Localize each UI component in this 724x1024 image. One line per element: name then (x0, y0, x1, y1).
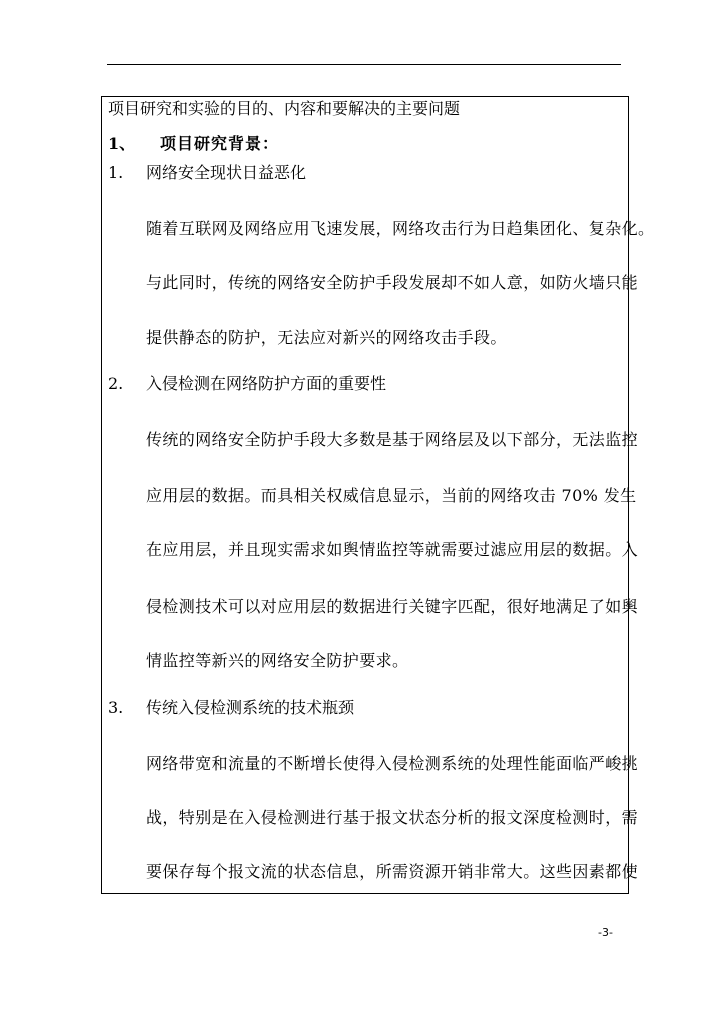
item-2-line-2: 应用层的数据。而具相关权威信息显示，当前的网络攻击 70% 发生 (146, 486, 637, 505)
table-heading: 项目研究和实验的目的、内容和要解决的主要问题 (108, 99, 461, 118)
section-number: 1、 (108, 134, 136, 153)
item-3-line-1: 网络带宽和流量的不断增长使得入侵检测系统的处理性能面临严峻挑 (146, 754, 639, 773)
item-1-line-1: 随着互联网及网络应用飞速发展，网络攻击行为日趋集团化、复杂化。 (146, 219, 655, 238)
item-1-number: 1. (108, 163, 124, 182)
item-1-line-3: 提供静态的防护，无法应对新兴的网络攻击手段。 (146, 328, 507, 347)
item-2-title: 入侵检测在网络防护方面的重要性 (146, 374, 387, 393)
item-2-line-5: 情监控等新兴的网络安全防护要求。 (146, 651, 409, 670)
item-2-number: 2. (108, 374, 124, 393)
item-3-line-2: 战，特别是在入侵检测进行基于报文状态分析的报文深度检测时，需 (146, 808, 639, 827)
section-title: 项目研究背景： (160, 134, 280, 153)
item-2-line-4: 侵检测技术可以对应用层的数据进行关键字匹配，很好地满足了如舆 (146, 597, 639, 616)
item-3-line-3: 要保存每个报文流的状态信息，所需资源开销非常大。这些因素都使 (146, 862, 639, 881)
item-2-line-3: 在应用层，并且现实需求如舆情监控等就需要过滤应用层的数据。入 (146, 540, 639, 559)
item-1-title: 网络安全现状日益恶化 (146, 163, 307, 182)
page-number: -3- (598, 926, 613, 939)
item-3-title: 传统入侵检测系统的技术瓶颈 (146, 698, 355, 717)
item-1-line-2: 与此同时，传统的网络安全防护手段发展却不如人意，如防火墙只能 (146, 273, 639, 292)
header-rule (107, 64, 621, 65)
item-3-number: 3. (108, 698, 124, 717)
item-2-line-1: 传统的网络安全防护手段大多数是基于网络层及以下部分，无法监控 (146, 430, 639, 449)
